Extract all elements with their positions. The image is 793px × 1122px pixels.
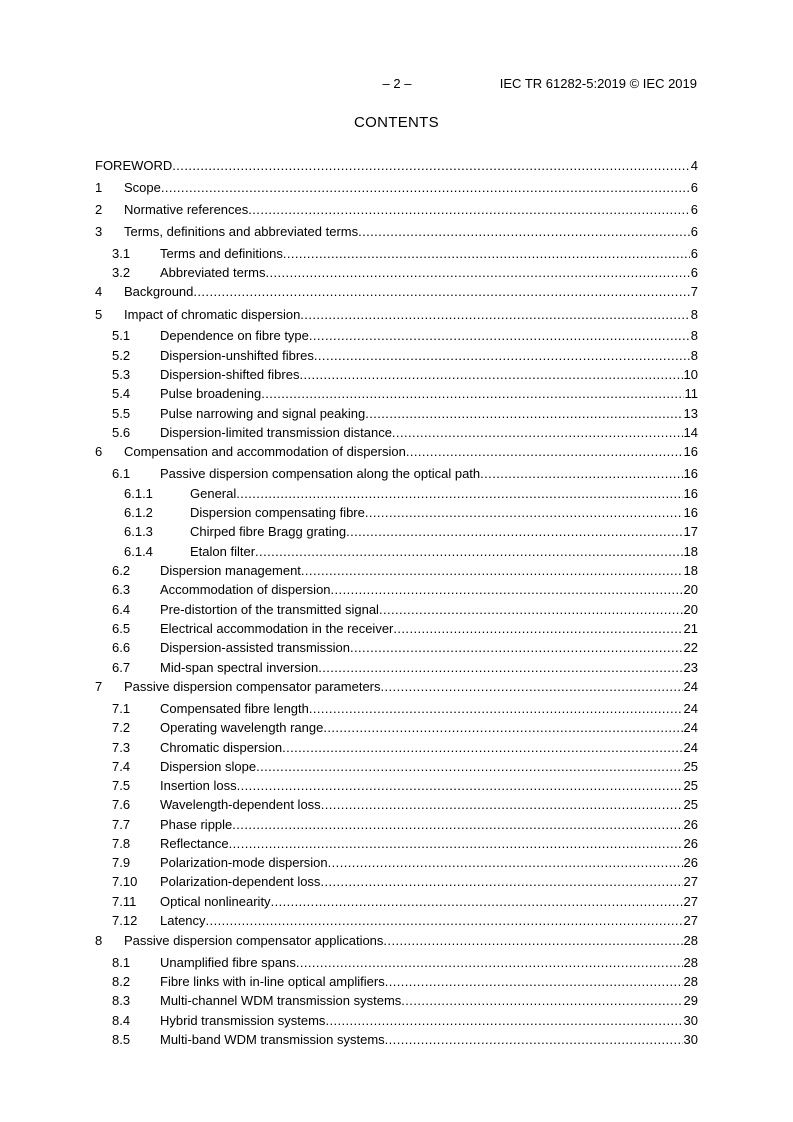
- toc-entry-number: 4: [95, 284, 103, 299]
- toc-entry-title: Dispersion slope: [160, 759, 257, 774]
- toc-entry-number: 5.2: [112, 348, 131, 363]
- toc-entry-title: Passive dispersion compensator parameters: [124, 679, 381, 694]
- toc-entry-leader-line: [124, 307, 698, 323]
- toc-entry-page: 24: [683, 679, 698, 694]
- dot-leader: [261, 386, 683, 402]
- toc-entry-title: Fibre links with in-line optical amplifiers: [160, 974, 385, 989]
- toc-entry-title: Multi-band WDM transmission systems: [160, 1032, 385, 1047]
- dot-leader: [365, 505, 683, 521]
- toc-entry-number: 6.1.2: [124, 505, 153, 520]
- dot-leader: [325, 1013, 682, 1029]
- toc-entry-page: 22: [683, 640, 698, 655]
- toc-entry[interactable]: [95, 563, 698, 579]
- toc-entry-page: 14: [683, 425, 698, 440]
- toc-entry-leader-line: [160, 778, 698, 794]
- toc-entry[interactable]: [95, 307, 698, 323]
- toc-entry-leader-line: [160, 855, 698, 871]
- toc-entry-number: 8.3: [112, 993, 131, 1008]
- toc-entry[interactable]: [95, 406, 698, 422]
- toc-entry-page: 26: [683, 817, 698, 832]
- toc-entry-number: 6.3: [112, 582, 131, 597]
- toc-entry-page: 21: [683, 621, 698, 636]
- toc-entry-page: 28: [683, 955, 698, 970]
- toc-entry-title: Dispersion-unshifted fibres: [160, 348, 314, 363]
- toc-entry[interactable]: [95, 933, 698, 949]
- dot-leader: [301, 563, 683, 579]
- toc-entry-leader-line: [160, 894, 698, 910]
- toc-entry[interactable]: [95, 246, 698, 262]
- toc-entry-number: 6.1.4: [124, 544, 153, 559]
- toc-entry-number: 5.3: [112, 367, 131, 382]
- toc-entry-title: Dependence on fibre type: [160, 328, 309, 343]
- toc-entry-page: 16: [683, 444, 698, 459]
- toc-entry-leader-line: [160, 1013, 698, 1029]
- toc-entry-page: 13: [683, 406, 698, 421]
- page-number: – 2 –: [382, 76, 412, 91]
- toc-entry-page: 25: [683, 759, 698, 774]
- toc-entry-page: 23: [683, 660, 698, 675]
- dot-leader: [328, 855, 683, 871]
- toc-entry-number: 5.1: [112, 328, 131, 343]
- dot-leader: [358, 224, 690, 240]
- toc-entry-number: 7.11: [112, 894, 137, 909]
- toc-entry-title: Compensation and accommodation of dispersion: [124, 444, 406, 459]
- toc-entry-leader-line: [160, 640, 698, 656]
- toc-entry-title: Impact of chromatic dispersion: [124, 307, 301, 322]
- toc-entry[interactable]: [95, 348, 698, 364]
- dot-leader: [296, 955, 683, 971]
- toc-entry[interactable]: [95, 386, 698, 402]
- toc-entry-leader-line: [160, 582, 698, 598]
- toc-entry-page: 30: [683, 1013, 698, 1028]
- toc-entry[interactable]: [95, 913, 698, 929]
- dot-leader: [392, 425, 683, 441]
- toc-entry-leader-line: [190, 524, 698, 540]
- toc-entry-title: Hybrid transmission systems: [160, 1013, 326, 1028]
- toc-entry[interactable]: [95, 679, 698, 695]
- toc-entry-title: Reflectance: [160, 836, 229, 851]
- toc-entry-leader-line: [95, 158, 698, 174]
- toc-entry-leader-line: [160, 701, 698, 717]
- toc-entry-number: 7.1: [112, 701, 131, 716]
- toc-entry-title: Mid-span spectral inversion: [160, 660, 319, 675]
- toc-entry-number: 7.7: [112, 817, 131, 832]
- dot-leader: [393, 621, 682, 637]
- toc-entry-number: 7.2: [112, 720, 131, 735]
- toc-entry[interactable]: [95, 874, 698, 890]
- toc-entry-page: 24: [683, 720, 698, 735]
- toc-entry-page: 26: [683, 836, 698, 851]
- toc-entry[interactable]: [95, 740, 698, 756]
- toc-entry-page: 18: [683, 544, 698, 559]
- dot-leader: [383, 933, 682, 949]
- dot-leader: [320, 874, 682, 890]
- toc-entry[interactable]: [95, 425, 698, 441]
- toc-entry-page: 20: [683, 582, 698, 597]
- toc-entry-page: 25: [683, 797, 698, 812]
- toc-entry-title: Passive dispersion compensator applications: [124, 933, 384, 948]
- toc-entry[interactable]: [95, 224, 698, 240]
- dot-leader: [237, 778, 683, 794]
- toc-entry[interactable]: [95, 894, 698, 910]
- toc-entry-page: 8: [690, 328, 698, 343]
- toc-entry-leader-line: [124, 679, 698, 695]
- toc-entry-leader-line: [124, 933, 698, 949]
- toc-entry-leader-line: [160, 466, 698, 482]
- toc-entry-leader-line: [124, 180, 698, 196]
- toc-entry[interactable]: [95, 602, 698, 618]
- toc-entry-title: Terms, definitions and abbreviated terms: [124, 224, 359, 239]
- toc-entry[interactable]: [95, 621, 698, 637]
- toc-entry-title: Operating wavelength range: [160, 720, 324, 735]
- dot-leader: [232, 817, 682, 833]
- toc-entry-number: 6.6: [112, 640, 131, 655]
- toc-entry[interactable]: [95, 284, 698, 300]
- toc-entry-number: 7.9: [112, 855, 131, 870]
- toc-entry[interactable]: [95, 660, 698, 676]
- dot-leader: [161, 180, 690, 196]
- dot-leader: [229, 836, 683, 852]
- toc-entry-title: Dispersion compensating fibre: [190, 505, 365, 520]
- toc-entry-number: 5.4: [112, 386, 131, 401]
- toc-entry-number: 7.5: [112, 778, 131, 793]
- toc-entry-number: 6.1: [112, 466, 131, 481]
- toc-entry-title: Latency: [160, 913, 206, 928]
- toc-entry-title: Terms and definitions: [160, 246, 283, 261]
- toc-entry-title: Pulse narrowing and signal peaking: [160, 406, 366, 421]
- toc-entry-title: Optical nonlinearity: [160, 894, 271, 909]
- toc-entry-title: Scope: [124, 180, 161, 195]
- toc-entry-number: 7: [95, 679, 103, 694]
- dot-leader: [318, 660, 682, 676]
- toc-entry-leader-line: [160, 660, 698, 676]
- toc-entry[interactable]: [95, 466, 698, 482]
- toc-entry-title: Etalon filter: [190, 544, 256, 559]
- toc-entry-page: 6: [690, 224, 698, 239]
- toc-entry-leader-line: [160, 406, 698, 422]
- toc-entry-page: 16: [683, 486, 698, 501]
- toc-entry[interactable]: [95, 974, 698, 990]
- toc-entry-title: Polarization-mode dispersion: [160, 855, 328, 870]
- toc-entry-page: 10: [683, 367, 698, 382]
- dot-leader: [350, 640, 683, 656]
- toc-entry-leader-line: [124, 444, 698, 460]
- toc-entry-leader-line: [160, 348, 698, 364]
- toc-entry-number: 3: [95, 224, 103, 239]
- toc-entry-leader-line: [160, 993, 698, 1009]
- page-title: CONTENTS: [354, 114, 439, 131]
- dot-leader: [401, 993, 682, 1009]
- toc-entry[interactable]: [95, 444, 698, 460]
- toc-entry-leader-line: [160, 1032, 698, 1048]
- toc-entry-title: Dispersion-assisted transmission: [160, 640, 351, 655]
- toc-entry-title: Compensated fibre length: [160, 701, 309, 716]
- toc-entry[interactable]: [95, 582, 698, 598]
- toc-entry-number: 7.12: [112, 913, 138, 928]
- toc-entry-page: 7: [690, 284, 698, 299]
- toc-entry-number: 2: [95, 202, 103, 217]
- toc-entry-leader-line: [160, 759, 698, 775]
- toc-entry[interactable]: [95, 265, 698, 281]
- toc-entry[interactable]: [95, 180, 698, 196]
- toc-entry-leader-line: [190, 505, 698, 521]
- toc-entry-title: Abbreviated terms: [160, 265, 266, 280]
- toc-entry-page: 27: [683, 913, 698, 928]
- toc-entry-number: 6.1.1: [124, 486, 153, 501]
- toc-entry-leader-line: [160, 955, 698, 971]
- dot-leader: [406, 444, 683, 460]
- toc-entry-leader-line: [160, 836, 698, 852]
- toc-entry-number: 5.5: [112, 406, 131, 421]
- dot-leader: [255, 544, 682, 560]
- toc-entry[interactable]: [95, 640, 698, 656]
- toc-entry-page: 24: [683, 701, 698, 716]
- toc-entry-leader-line: [160, 265, 698, 281]
- dot-leader: [283, 246, 690, 262]
- document-id: IEC TR 61282-5:2019 © IEC 2019: [499, 76, 697, 91]
- toc-entry-leader-line: [160, 367, 698, 383]
- toc-entry-page: 28: [683, 933, 698, 948]
- toc-entry-page: 6: [690, 246, 698, 261]
- toc-entry-leader-line: [160, 328, 698, 344]
- toc-entry[interactable]: [95, 505, 698, 521]
- dot-leader: [346, 524, 682, 540]
- dot-leader: [248, 202, 689, 218]
- toc-entry-title: Electrical accommodation in the receiver: [160, 621, 394, 636]
- toc-entry-leader-line: [160, 246, 698, 262]
- dot-leader: [193, 284, 689, 300]
- dot-leader: [172, 158, 689, 174]
- toc-entry-page: 26: [683, 855, 698, 870]
- dot-leader: [299, 367, 682, 383]
- toc-entry-number: 6.7: [112, 660, 131, 675]
- toc-entry-number: 1: [95, 180, 103, 195]
- toc-entry-title: Pre-distortion of the transmitted signal: [160, 602, 379, 617]
- toc-entry-leader-line: [160, 874, 698, 890]
- toc-entry-leader-line: [160, 602, 698, 618]
- dot-leader: [323, 720, 682, 736]
- toc-entry-leader-line: [190, 486, 698, 502]
- toc-entry-number: 7.4: [112, 759, 131, 774]
- toc-entry-title: Chirped fibre Bragg grating: [190, 524, 347, 539]
- toc-entry-page: 8: [690, 348, 698, 363]
- toc-entry[interactable]: [95, 855, 698, 871]
- toc-entry-page: 16: [683, 505, 698, 520]
- toc-entry-leader-line: [160, 621, 698, 637]
- toc-entry-page: 28: [683, 974, 698, 989]
- toc-entry-title: Dispersion-shifted fibres: [160, 367, 300, 382]
- toc-entry-number: 7.8: [112, 836, 131, 851]
- toc-entry[interactable]: [95, 367, 698, 383]
- toc-entry[interactable]: [95, 817, 698, 833]
- toc-entry-title: FOREWORD: [95, 158, 173, 173]
- dot-leader: [256, 759, 682, 775]
- toc-entry-number: 7.6: [112, 797, 131, 812]
- toc-entry-number: 6.5: [112, 621, 131, 636]
- toc-entry-title: Normative references: [124, 202, 249, 217]
- toc-entry[interactable]: [95, 328, 698, 344]
- dot-leader: [385, 974, 683, 990]
- toc-entry-title: Wavelength-dependent loss: [160, 797, 321, 812]
- toc-entry-page: 6: [690, 265, 698, 280]
- dot-leader: [282, 740, 682, 756]
- dot-leader: [385, 1032, 683, 1048]
- dot-leader: [309, 701, 683, 717]
- toc-entry-number: 5: [95, 307, 103, 322]
- toc-entry[interactable]: [95, 158, 698, 174]
- toc-entry-page: 29: [683, 993, 698, 1008]
- toc-entry-page: 16: [683, 466, 698, 481]
- toc-entry-title: Phase ripple: [160, 817, 233, 832]
- toc-entry-number: 5.6: [112, 425, 131, 440]
- toc-entry-leader-line: [190, 544, 698, 560]
- dot-leader: [381, 679, 683, 695]
- dot-leader: [271, 894, 683, 910]
- dot-leader: [266, 265, 690, 281]
- toc-entry-title: Chromatic dispersion: [160, 740, 283, 755]
- toc-entry-title: Passive dispersion compensation along the optical path: [160, 466, 481, 481]
- toc-entry-page: 18: [683, 563, 698, 578]
- toc-entry-page: 6: [690, 202, 698, 217]
- toc-entry-title: Polarization-dependent loss: [160, 874, 321, 889]
- toc-entry-leader-line: [160, 425, 698, 441]
- toc-entry-number: 8.2: [112, 974, 131, 989]
- toc-entry-title: Unamplified fibre spans: [160, 955, 296, 970]
- toc-entry-title: Insertion loss: [160, 778, 237, 793]
- toc-entry-leader-line: [124, 224, 698, 240]
- dot-leader: [236, 486, 682, 502]
- toc-entry-title: Pulse broadening: [160, 386, 262, 401]
- toc-entry-title: Dispersion-limited transmission distance: [160, 425, 392, 440]
- dot-leader: [300, 307, 689, 323]
- toc-entry[interactable]: [95, 486, 698, 502]
- toc-entry[interactable]: [95, 544, 698, 560]
- dot-leader: [309, 328, 690, 344]
- toc-entry-number: 6.4: [112, 602, 131, 617]
- toc-entry-page: 11: [684, 386, 698, 401]
- toc-entry[interactable]: [95, 836, 698, 852]
- toc-entry-leader-line: [160, 797, 698, 813]
- toc-entry-leader-line: [160, 913, 698, 929]
- toc-entry-number: 8: [95, 933, 103, 948]
- toc-entry[interactable]: [95, 797, 698, 813]
- toc-entry[interactable]: [95, 993, 698, 1009]
- toc-entry-page: 25: [683, 778, 698, 793]
- toc-entry-leader-line: [160, 563, 698, 579]
- dot-leader: [331, 582, 683, 598]
- toc-entry[interactable]: [95, 202, 698, 218]
- toc-entry-title: Dispersion management: [160, 563, 301, 578]
- toc-entry-number: 6: [95, 444, 103, 459]
- toc-entry-number: 3.2: [112, 265, 131, 280]
- toc-entry-page: 20: [683, 602, 698, 617]
- toc-entry-page: 30: [683, 1032, 698, 1047]
- toc-entry-title: Multi-channel WDM transmission systems: [160, 993, 402, 1008]
- toc-entry[interactable]: [95, 1013, 698, 1029]
- dot-leader: [206, 913, 683, 929]
- dot-leader: [365, 406, 682, 422]
- toc-entry-leader-line: [124, 284, 698, 300]
- toc-entry-number: 7.10: [112, 874, 138, 889]
- toc-entry-page: 17: [683, 524, 698, 539]
- toc-entry[interactable]: [95, 1032, 698, 1048]
- toc-entry-page: 27: [683, 894, 698, 909]
- toc-entry[interactable]: [95, 759, 698, 775]
- toc-entry-page: 24: [683, 740, 698, 755]
- toc-entry-leader-line: [160, 740, 698, 756]
- toc-entry-page: 4: [690, 158, 698, 173]
- dot-leader: [321, 797, 683, 813]
- toc-entry-number: 8.4: [112, 1013, 131, 1028]
- toc-entry-title: Accommodation of dispersion: [160, 582, 331, 597]
- dot-leader: [379, 602, 683, 618]
- dot-leader: [480, 466, 682, 482]
- toc-entry-number: 8.5: [112, 1032, 131, 1047]
- toc-entry-number: 6.1.3: [124, 524, 153, 539]
- toc-entry-leader-line: [124, 202, 698, 218]
- toc-entry-number: 3.1: [112, 246, 131, 261]
- toc-entry[interactable]: [95, 524, 698, 540]
- dot-leader: [314, 348, 690, 364]
- toc-entry-number: 7.3: [112, 740, 131, 755]
- toc-entry-page: 27: [683, 874, 698, 889]
- toc-entry-title: General: [190, 486, 237, 501]
- toc-entry[interactable]: [95, 720, 698, 736]
- toc-entry-number: 8.1: [112, 955, 131, 970]
- toc-entry-title: Background: [124, 284, 194, 299]
- toc-entry[interactable]: [95, 955, 698, 971]
- toc-entry-leader-line: [160, 720, 698, 736]
- toc-entry-leader-line: [160, 817, 698, 833]
- toc-entry-number: 6.2: [112, 563, 131, 578]
- toc-entry[interactable]: [95, 701, 698, 717]
- toc-entry[interactable]: [95, 778, 698, 794]
- toc-entry-page: 8: [690, 307, 698, 322]
- toc-entry-page: 6: [690, 180, 698, 195]
- toc-entry-leader-line: [160, 974, 698, 990]
- toc-entry-leader-line: [160, 386, 698, 402]
